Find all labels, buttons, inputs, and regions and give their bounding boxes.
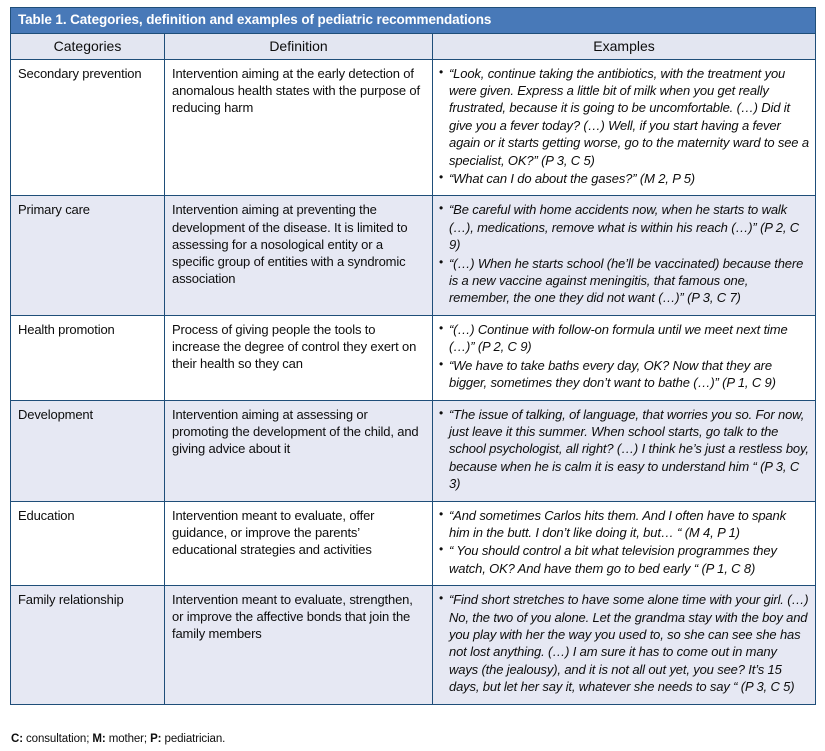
column-header-examples: Examples: [433, 33, 816, 59]
list-item: • “Find short stretches to have some alone time with your girl. (…) No, the two of you alone. Let the grandma stay with the boy and you play with her the way you used to, so she can see she has not lost anything. (…) I am sure it has to come out in many ways (the jealousy), and it is not all out yet, you see? It’s 15 days, but let her say it, whatever she needs to say “ (P 3, C 5): [438, 591, 809, 695]
cell-examples: [433, 501, 816, 586]
cell-definition: Intervention aiming at the early detection of anomalous health states with the purpose of reducing harm: [165, 59, 433, 196]
footnote-value-mother: mother;: [105, 733, 151, 745]
table-container: [10, 7, 815, 705]
list-item: • “Look, continue taking the antibiotics, with the treatment you were given. Express a little bit of milk when you get really frustrated, because it is going to be uncomfortable. (…) Did it give you a fever today? (…) Well, if you start having a fever again or it starts getting worse, go to the maternity ward to see a specialist, OK?” (P 3, C 5): [438, 65, 809, 169]
cell-definition: Intervention meant to evaluate, strengthen, or improve the affective bonds that join the family members: [165, 586, 433, 704]
footnote-value-pediatrician: pediatrician.: [161, 733, 226, 745]
column-header-definition: Definition: [165, 33, 433, 59]
table-footnote: [11, 733, 225, 745]
cell-category: Secondary prevention: [11, 59, 165, 196]
list-item: • “What can I do about the gases?” (M 2, P 5): [438, 170, 809, 187]
footnote-key-mother: M:: [92, 733, 106, 745]
table-row: [11, 315, 816, 400]
table-header-row: [11, 33, 816, 59]
table-row: [11, 400, 816, 501]
cell-definition: Intervention meant to evaluate, offer guidance, or improve the parents’ educational strategies and activities: [165, 501, 433, 586]
cell-examples: [433, 586, 816, 704]
table-row: [11, 59, 816, 196]
list-item: • “And sometimes Carlos hits them. And I often have to spank him in the butt. I don’t like doing it, but… “ (M 4, P 1): [438, 507, 809, 542]
cell-category: Development: [11, 400, 165, 501]
cell-category: Education: [11, 501, 165, 586]
list-item: • “ You should control a bit what television programmes they watch, OK? And have them go to bed early “ (P 1, C 8): [438, 542, 809, 577]
table-title-row: [11, 8, 816, 34]
list-item: • “Be careful with home accidents now, when he starts to walk (…), medications, remove what is within his reach (…)” (P 2, C 9): [438, 201, 809, 253]
cell-category: Health promotion: [11, 315, 165, 400]
footnote-key-consultation: C:: [11, 733, 23, 745]
pediatric-recommendations-table: [10, 7, 816, 705]
footnote-key-pediatrician: P:: [150, 733, 162, 745]
table-row: [11, 501, 816, 586]
cell-examples: [433, 400, 816, 501]
list-item: • “(…) When he starts school (he’ll be vaccinated) because there is a new vaccine against meningitis, that famous one, remember, the one they did not want (…)” (P 3, C 7): [438, 255, 809, 307]
table-row: [11, 196, 816, 315]
cell-definition: Intervention aiming at assessing or promoting the development of the child, and giving advice about it: [165, 400, 433, 501]
cell-definition: Process of giving people the tools to increase the degree of control they exert on their health so they can: [165, 315, 433, 400]
cell-examples: [433, 315, 816, 400]
cell-category: Family relationship: [11, 586, 165, 704]
cell-examples: [433, 59, 816, 196]
cell-examples: [433, 196, 816, 315]
footnote-value-consultation: consultation;: [22, 733, 93, 745]
cell-category: Primary care: [11, 196, 165, 315]
list-item: • “The issue of talking, of language, that worries you so. For now, just leave it this summer. When school starts, go talk to the school psychologist, all right? (…) I think he’s just a restless boy, because when he is calm it is easy to understand him “ (P 3, C 3): [438, 406, 809, 493]
column-header-categories: Categories: [11, 33, 165, 59]
table-row: [11, 586, 816, 704]
list-item: • “(…) Continue with follow-on formula until we meet next time (…)” (P 2, C 9): [438, 321, 809, 356]
table-title: Table 1. Categories, definition and examples of pediatric recommendations: [11, 8, 816, 34]
cell-definition: Intervention aiming at preventing the development of the disease. It is limited to assessing for a nosological entity or a specific group of entities with a syndromic association: [165, 196, 433, 315]
list-item: • “We have to take baths every day, OK? Now that they are bigger, sometimes they don’t want to bathe (…)” (P 1, C 9): [438, 357, 809, 392]
